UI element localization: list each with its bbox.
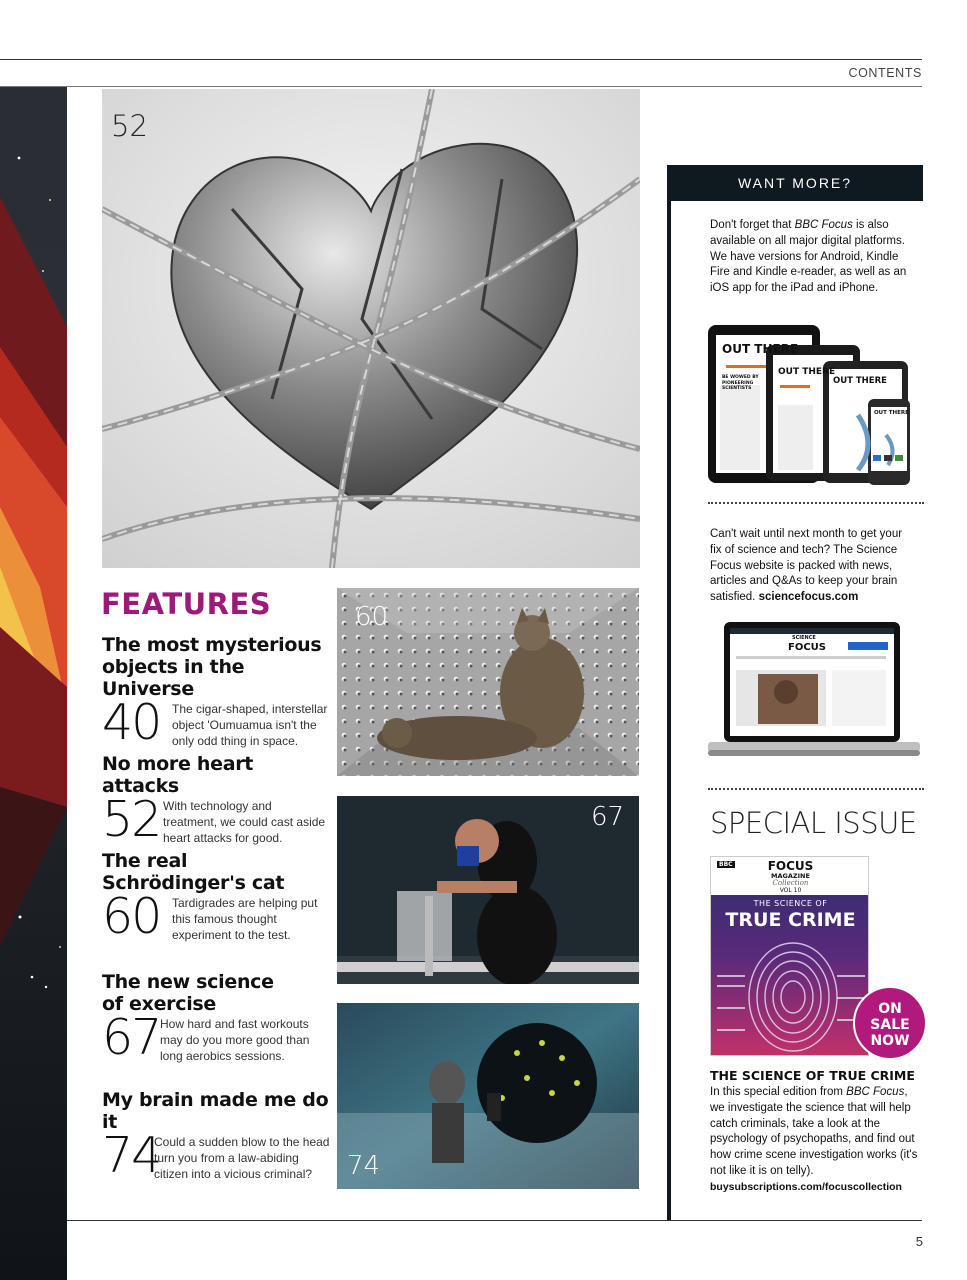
feature-title: No more heart attacks: [102, 753, 254, 797]
feature-page-number: 67: [102, 1009, 161, 1066]
top-rule: [0, 59, 922, 60]
feature-description: Could a sudden blow to the head turn you from a law-abiding citizen into a vicious criminal?: [154, 1135, 330, 1181]
feature-body: [102, 888, 334, 945]
feature-body: [102, 694, 334, 751]
special-issue-heading: SPECIAL ISSUE: [710, 806, 917, 840]
hero-page-number: 52: [111, 109, 148, 143]
space-graphic: [0, 87, 67, 1280]
site-logo: FOCUS: [788, 642, 826, 653]
feature-description: Tardigrades are helping put this famous thought experiment to the test.: [172, 896, 318, 942]
subscription-link[interactable]: buysubscriptions.com/focuscollection: [710, 1180, 902, 1193]
device-headline: OUT THERE: [833, 376, 887, 386]
thumb-image-exercise: [337, 796, 639, 984]
cover-volume: VOL 10: [779, 887, 802, 894]
thumb-page-number: 60: [355, 602, 389, 632]
features-heading: FEATURES: [101, 587, 272, 621]
feature-title: My brain made me do it: [102, 1089, 329, 1133]
thumb-image-brain: [337, 1003, 639, 1189]
cover-collection: Collection: [772, 879, 809, 887]
cover-magazine: MAGAZINE: [771, 872, 810, 880]
sidebar-divider: [708, 502, 924, 504]
sidebar-border: [667, 165, 671, 1220]
feature-page-number: 40: [102, 694, 161, 751]
feature-description: How hard and fast workouts may do you more good than long aerobics sessions.: [160, 1017, 310, 1063]
chained-heart-graphic: [102, 89, 640, 568]
feature-description: The cigar-shaped, interstellar object 'Oumuamua isn't the only odd thing in space.: [172, 702, 328, 748]
feature-page-number: 74: [102, 1127, 161, 1184]
special-issue-text: In this special edition from BBC Focus, we investigate the science that will help catch criminals, take a look at the psychology of psychopaths, and find out how crime scene investigation works (it's not like it is on telly). buysubscriptions.com/focuscollection: [710, 1086, 918, 1193]
feature-body: [102, 791, 334, 848]
feature-item[interactable]: [102, 971, 334, 1064]
thumb-page-number: 74: [347, 1151, 381, 1181]
device-subheading: BE WOWED BY PIONEERING SCIENTISTS: [722, 375, 759, 391]
bottom-rule: [67, 1220, 922, 1221]
feature-item[interactable]: [102, 850, 334, 943]
website-promo-text: Can't wait until next month to get your fix of science and tech? The Science Focus website is packed with news, articles and Q&As to keep your brain satisfied. sciencefocus.com: [710, 528, 903, 604]
special-issue-title: THE SCIENCE OF TRUE CRIME: [710, 1068, 915, 1083]
cover-masthead: FOCUS: [767, 859, 814, 873]
feature-title: The new science of exercise: [102, 971, 274, 1015]
feature-item[interactable]: [102, 1089, 334, 1182]
section-label: CONTENTS: [848, 66, 922, 80]
magazine-cover[interactable]: [710, 856, 869, 1056]
device-headline: OUT THERE: [874, 410, 909, 416]
site-logo-top: SCIENCE: [792, 635, 816, 641]
feature-title: The real Schrödinger's cat: [102, 850, 285, 894]
on-sale-badge: ON SALE NOW: [853, 986, 927, 1060]
page-number: 5: [915, 1234, 923, 1249]
feature-item[interactable]: [102, 753, 334, 846]
left-decorative-strip: [0, 87, 67, 1280]
thumb-image-cats: [337, 588, 639, 776]
want-more-header: WANT MORE?: [667, 165, 923, 201]
feature-item[interactable]: [102, 634, 334, 749]
sidebar-divider: [708, 788, 924, 790]
feature-body: [102, 1009, 334, 1066]
section-rule: [0, 86, 922, 87]
hero-image-chained-heart: [102, 89, 640, 568]
digital-editions-text: Don't forget that BBC Focus is also available on all major digital platforms. We have versions for Android, Kindle Fire and Kindle e-reader, as well as an iOS app for the iPad and iPhone.: [710, 219, 907, 295]
cover-title: TRUE CRIME: [725, 909, 856, 931]
feature-description: With technology and treatment, we could cast aside heart attacks for good.: [163, 799, 326, 845]
brain-experiment-graphic: [337, 1003, 639, 1189]
feature-title: The most mysterious objects in the Universe: [102, 634, 322, 700]
cover-bbc-logo: BBC: [719, 861, 733, 868]
feature-page-number: 60: [102, 888, 161, 945]
feature-body: [102, 1127, 334, 1184]
laptop-illustration: [708, 622, 920, 758]
cover-kicker: THE SCIENCE OF: [753, 899, 828, 908]
feature-page-number: 52: [102, 791, 161, 848]
device-headline: OUT THERE: [722, 342, 799, 356]
devices-illustration: [708, 325, 918, 487]
device-headline: OUT THERE: [778, 367, 836, 377]
thumb-page-number: 67: [591, 802, 625, 832]
website-link[interactable]: sciencefocus.com: [758, 591, 859, 604]
